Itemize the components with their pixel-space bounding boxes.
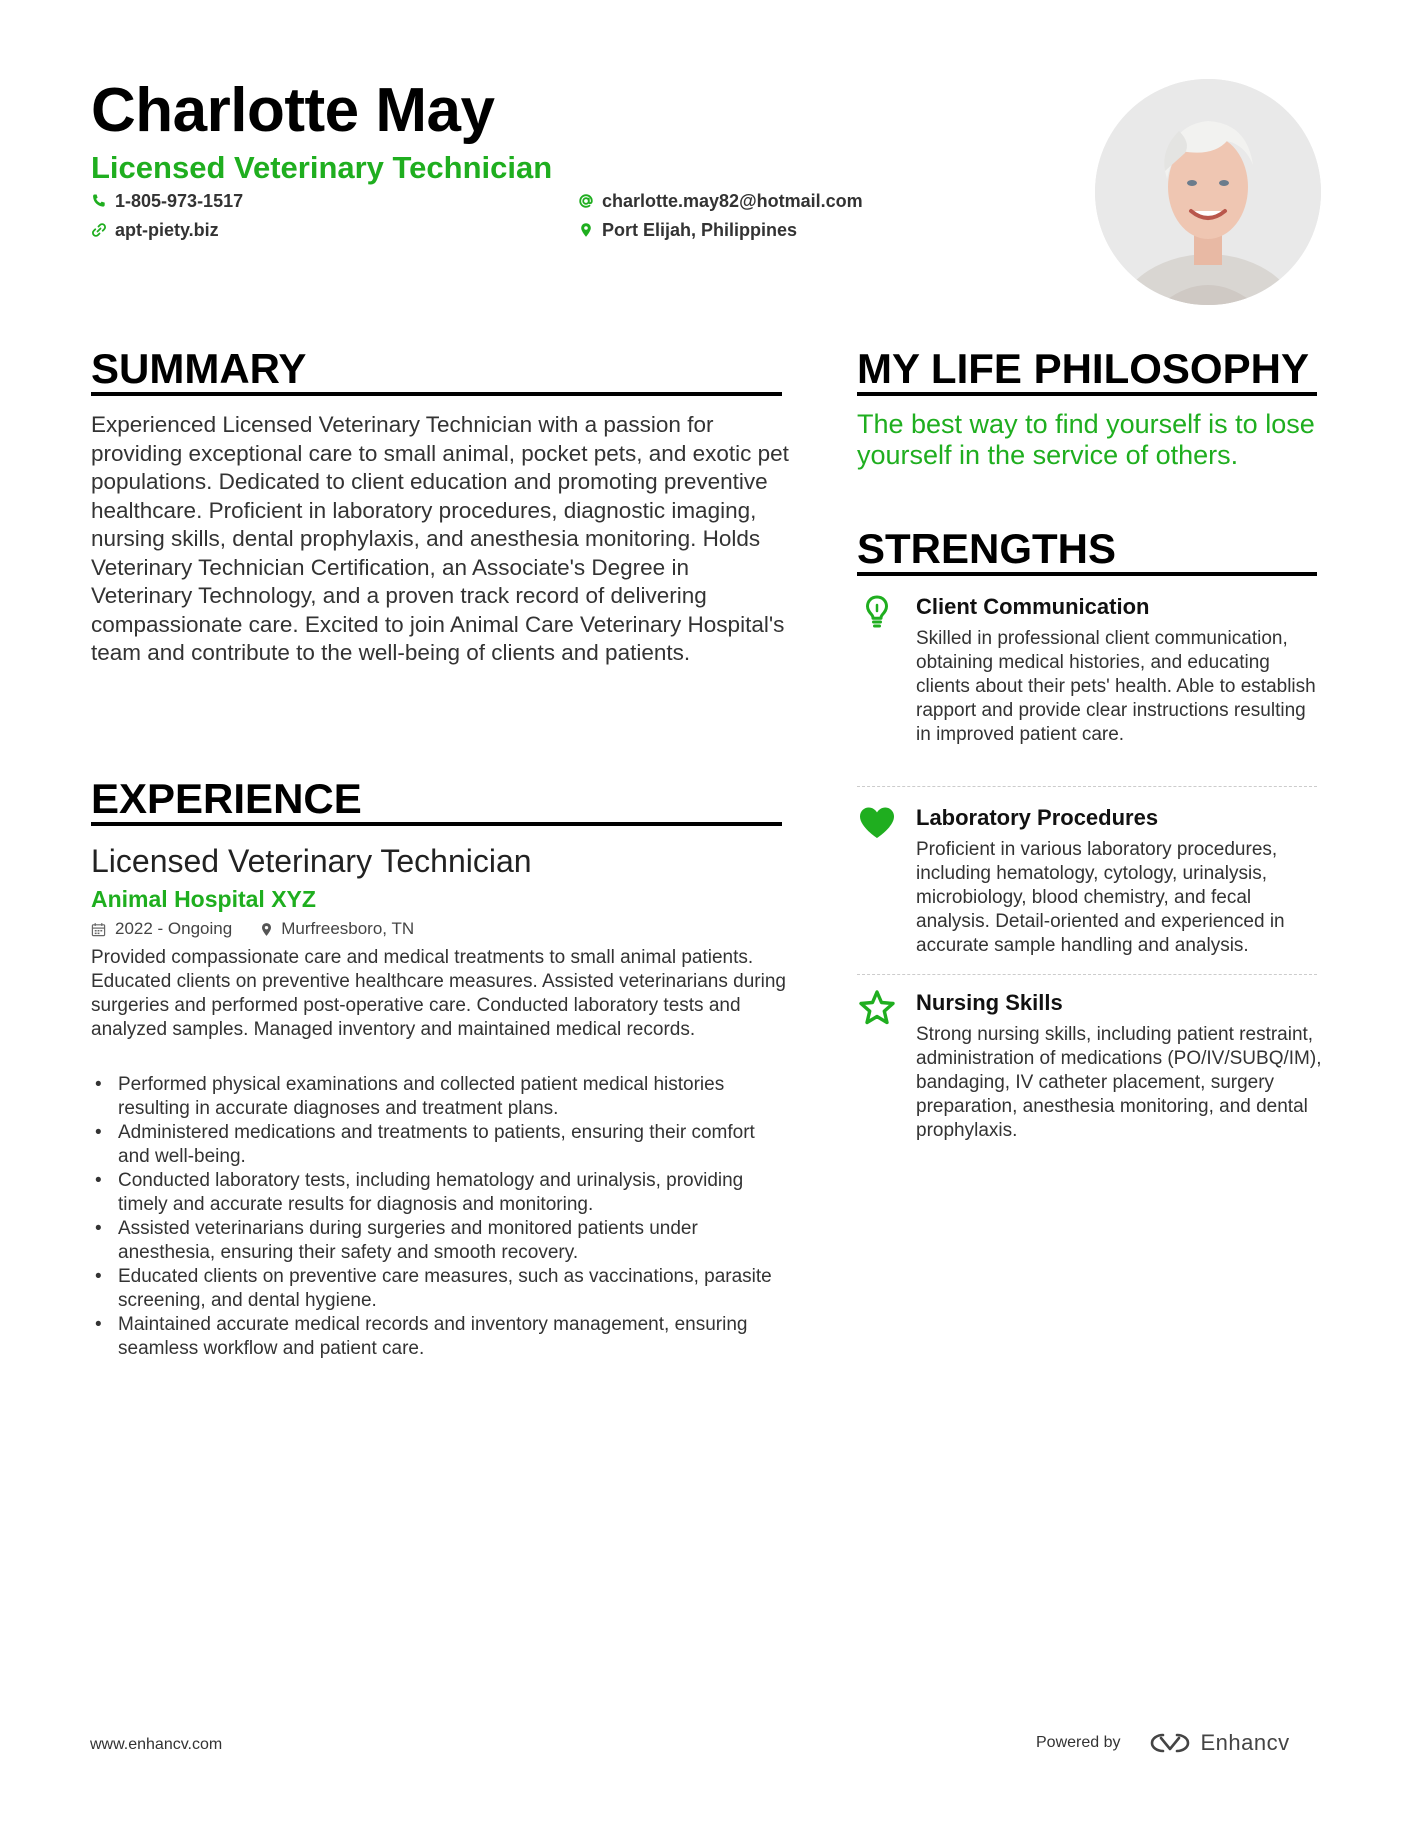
strength-description: Proficient in various laboratory procedures, including hematology, cytology, urinalysis, microbiology, blood chemistry, and fecal analysis. Detail-oriented and experienced in accurate sample handling and analysis. [916,839,1285,956]
phone-icon [91,193,107,209]
candidate-title: Licensed Veterinary Technician [91,150,553,185]
job-meta [91,918,414,940]
at-icon [578,193,594,209]
candidate-name: Charlotte May [91,76,495,145]
contact-location [578,218,797,242]
powered-by-label: Powered by [1036,1734,1121,1751]
strength-title: Nursing Skills [916,990,1063,1015]
strengths-heading: STRENGTHS [857,525,1117,572]
calendar-icon [91,922,106,937]
contact-website [91,218,219,242]
profile-photo-illustration [1095,79,1321,305]
star-icon [857,988,897,1028]
job-bullets [91,1073,791,1361]
email-text[interactable]: charlotte.may82@hotmail.com [602,191,863,211]
footer-website[interactable]: www.enhancv.com [90,1736,223,1753]
summary-divider [91,392,782,396]
bullet-item: • Administered medications and treatments to patients, ensuring their comfort and well-being. [91,1121,791,1169]
heart-icon [857,803,897,843]
link-icon [91,222,107,238]
strength-title: Laboratory Procedures [916,805,1159,830]
footer-branding [1036,1730,1290,1756]
philosophy-divider [857,392,1317,396]
strengths-divider [857,572,1317,576]
phone-text[interactable]: 1-805-973-1517 [115,191,244,211]
bullet-item: • Educated clients on preventive care measures, such as vaccinations, parasite screening, and dental hygiene. [91,1265,791,1313]
job-dates: 2022 - Ongoing [115,919,233,938]
map-pin-icon [259,922,274,937]
bullet-item: • Maintained accurate medical records and inventory management, ensuring seamless workflow and patient care. [91,1313,791,1361]
bullet-item: • Performed physical examinations and collected patient medical histories resulting in accurate diagnoses and treatment plans. [91,1073,791,1121]
experience-divider [91,822,782,826]
bullet-item: • Conducted laboratory tests, including hematology and urinalysis, providing timely and accurate results for diagnosis and monitoring. [91,1169,791,1217]
job-description: Provided compassionate care and medical treatments to small animal patients. Educated clients on preventive healthcare measures. Assisted veterinarians during surgeries and performed post-operative care. Conducted laboratory tests and analyzed samples. Managed inventory and maintained medical records. [91,947,786,1040]
strength-title: Client Communication [916,594,1150,619]
strength-description: Skilled in professional client communication, obtaining medical histories, and educating clients about their pets' health. Able to establish rapport and provide clear instructions resulting in improved patient care. [916,628,1316,745]
location-text: Port Elijah, Philippines [602,220,798,240]
experience-heading: EXPERIENCE [91,775,362,822]
company-name: Animal Hospital XYZ [91,886,316,912]
brand-name: Enhancv [1200,1730,1290,1755]
philosophy-quote: The best way to find yourself is to lose yourself in the service of others. [857,409,1315,470]
contact-email [578,189,863,213]
strength-description: Strong nursing skills, including patient restraint, administration of medications (PO/IV/SUBQ/IM), bandaging, IV catheter placement, surgery preparation, anesthesia monitoring, and dental prophylaxis. [916,1024,1322,1141]
strength-separator [857,786,1317,787]
bullet-item: • Assisted veterinarians during surgeries and monitored patients under anesthesia, ensuring their safety and smooth recovery. [91,1217,791,1265]
job-location: Murfreesboro, TN [281,919,415,938]
strength-separator [857,974,1317,975]
website-text[interactable]: apt-piety.biz [115,220,219,240]
lightbulb-icon [857,592,897,632]
contact-phone [91,189,243,213]
job-title: Licensed Veterinary Technician [91,843,532,879]
map-pin-icon [578,222,594,238]
summary-heading: SUMMARY [91,345,307,392]
summary-text: Experienced Licensed Veterinary Technician with a passion for providing exceptional care to small animal, pocket pets, and exotic pet populations. Dedicated to client education and promoting preventive healthcare. Proficient in laboratory procedures, diagnostic imaging, nursing skills, dental prophylaxis, and anesthesia monitoring. Holds Veterinary Technician Certification, an Associate's Degree in Veterinary Technology, and a proven track record of delivering compassionate care. Excited to join Animal Care Veterinary Hospital's team and contribute to the well-being of clients and patients. [91,412,789,665]
enhancv-logo-icon [1147,1730,1193,1756]
philosophy-heading: MY LIFE PHILOSOPHY [857,345,1309,392]
profile-photo [1095,79,1321,305]
